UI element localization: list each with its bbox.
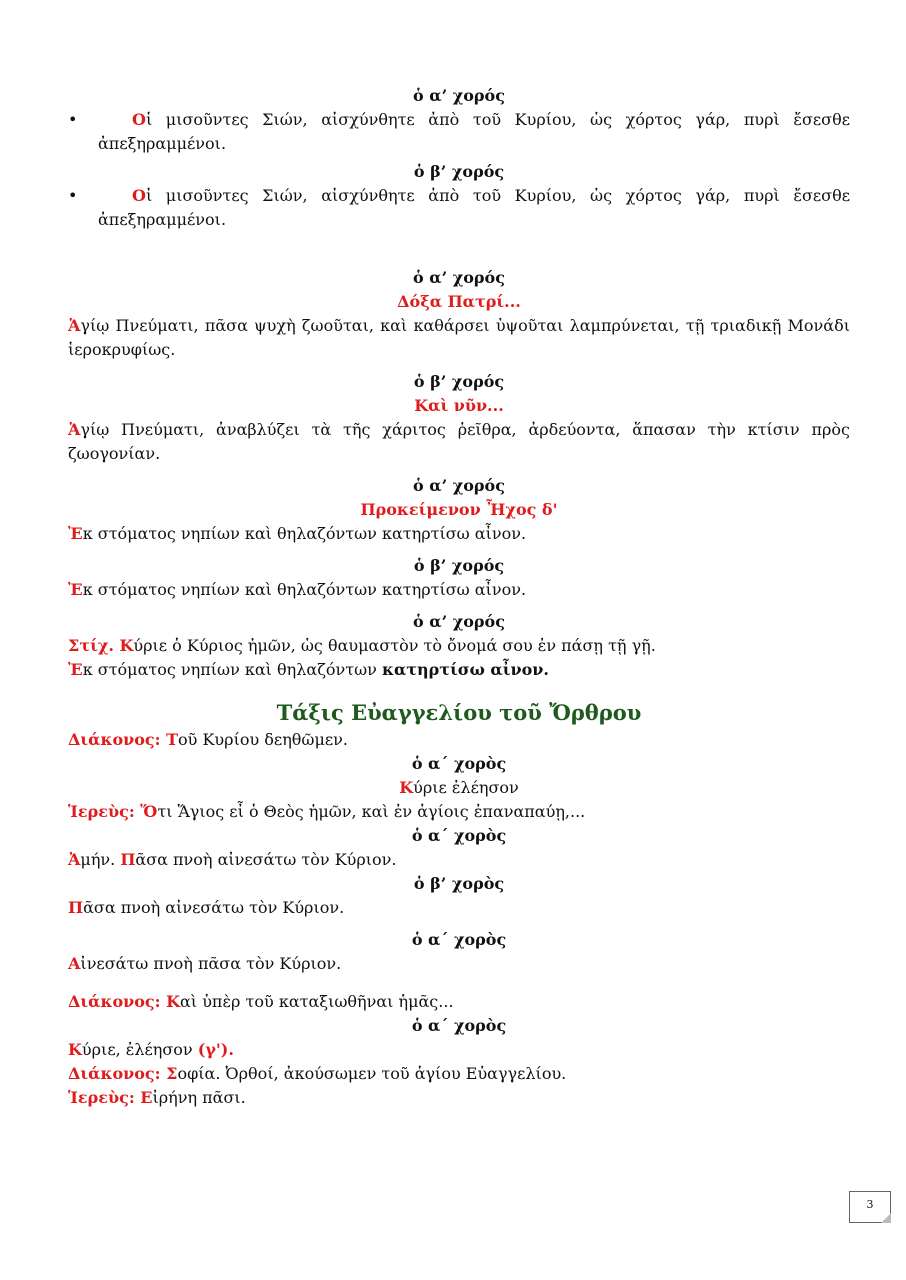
- drop-initial: Ἀ: [68, 850, 81, 869]
- pasa-line: Πᾶσα πνοὴ αἰνεσάτω τὸν Κύριον.: [68, 898, 345, 917]
- choir-b-heading: ὁ β’ χορός: [413, 556, 505, 575]
- stichos-verse: Στίχ. Κύριε ὁ Κύριος ἡμῶν, ὡς θαυμαστὸν τὸ ὄνομά σου ἐν πάσῃ τῇ γῇ.: [68, 636, 656, 655]
- doxa-heading: Δόξα Πατρί...: [397, 292, 521, 311]
- choir-b-heading: ὁ β’ χορός: [413, 372, 505, 391]
- bullet-dot-icon: •: [68, 110, 78, 129]
- section-title: Τάξις Εὐαγγελίου τοῦ Ὄρθρου: [276, 700, 642, 725]
- hymn-text: γίῳ Πνεύματι, πᾶσα ψυχὴ ζωοῦται, καὶ καθάρσει ὑψοῦται λαμπρύνεται, τῇ τριαδικῇ Μονάδι ἱεροκρυφίως.: [68, 316, 850, 359]
- choir-b-heading: ὁ β’ χορὸς: [413, 874, 505, 893]
- drop-initial: Π: [120, 850, 136, 869]
- deacon-label: Διάκονος:: [68, 992, 167, 1011]
- page-number-box: [849, 1191, 891, 1223]
- verse-text: ἱ μισοῦντες Σιών, αἰσχύνθητε ἀπὸ τοῦ Κυρίου, ὡς χόρτος γάρ, πυρὶ ἔσεσθε ἀπεξηραμμένοι.: [98, 110, 850, 153]
- deacon-line: Διάκονος: Σοφία. Ὀρθοί, ἀκούσωμεν τοῦ ἁγίου Εὐαγγελίου.: [68, 1064, 567, 1083]
- choir-a-heading: ὁ α’ χορός: [413, 476, 505, 495]
- deacon-label: Διάκονος:: [68, 730, 167, 749]
- verse-text: ἱ μισοῦντες Σιών, αἰσχύνθητε ἀπὸ τοῦ Κυρίου, ὡς χόρτος γάρ, πυρὶ ἔσεσθε ἀπεξηραμμένοι.: [98, 186, 850, 229]
- bullet-dot-icon: •: [68, 186, 78, 205]
- bullet-verse: [68, 108, 850, 156]
- drop-initial: Τ: [166, 730, 179, 749]
- bullet-verse: [68, 184, 850, 232]
- hymn-paragraph: [68, 314, 850, 362]
- prokeimenon-verse: Ἐκ στόματος νηπίων καὶ θηλαζόντων κατηρτίσω αἶνον.: [68, 660, 549, 679]
- drop-initial: Ἐ: [68, 660, 83, 679]
- stichos-label: Στίχ.: [68, 636, 120, 655]
- amin-line: Ἀμήν. Πᾶσα πνοὴ αἰνεσάτω τὸν Κύριον.: [68, 850, 397, 869]
- drop-initial: Σ: [166, 1064, 178, 1083]
- kyrie-line: Κύριε ἐλέησον: [399, 778, 519, 797]
- document-page: [68, 84, 850, 1110]
- choir-a-heading: ὁ α’ χορός: [413, 268, 505, 287]
- drop-initial: Ἁ: [68, 420, 81, 439]
- deacon-line: Διάκονος: Καὶ ὑπὲρ τοῦ καταξιωθῆναι ἡμᾶς...: [68, 992, 454, 1011]
- drop-initial: Κ: [166, 992, 181, 1011]
- choir-a-heading: ὁ α΄ χορὸς: [411, 930, 507, 949]
- deacon-label: Διάκονος:: [68, 1064, 167, 1083]
- kyrie-thrice-line: Κύριε, ἐλέησον (γ').: [68, 1040, 234, 1059]
- priest-line: Ἱερεὺς: Ὅτι Ἅγιος εἶ ὁ Θεὸς ἡμῶν, καὶ ἐν ἁγίοις ἐπαναπαύῃ,...: [68, 802, 586, 821]
- prokeimenon-heading: Προκείμενον Ἦχος δ': [360, 500, 558, 519]
- drop-initial: Ἁ: [68, 316, 81, 335]
- drop-initial: Ο: [132, 186, 146, 205]
- hymn-paragraph: [68, 418, 850, 466]
- drop-initial: Ε: [140, 1088, 153, 1107]
- kai-nyn-heading: Καὶ νῦν...: [414, 396, 504, 415]
- page-number: 3: [866, 1198, 874, 1211]
- choir-a-heading: ὁ α΄ χορὸς: [411, 826, 507, 845]
- drop-initial: Ἐ: [68, 524, 83, 543]
- drop-initial: Α: [68, 954, 81, 973]
- priest-label: Ἱερεὺς:: [68, 802, 141, 821]
- drop-initial: Κ: [68, 1040, 82, 1059]
- drop-initial: Π: [68, 898, 84, 917]
- prokeimenon-verse: Ἐκ στόματος νηπίων καὶ θηλαζόντων κατηρτίσω αἶνον.: [68, 524, 527, 543]
- ainesato-line: Αἰνεσάτω πνοὴ πᾶσα τὸν Κύριον.: [68, 954, 342, 973]
- drop-initial: Ὅ: [140, 802, 158, 821]
- drop-initial: Ἐ: [68, 580, 83, 599]
- choir-b-heading: ὁ β’ χορός: [413, 162, 505, 181]
- hymn-text: γίῳ Πνεύματι, ἀναβλύζει τὰ τῆς χάριτος ῥεῖθρα, ἀρδεύοντα, ἅπασαν τὴν κτίσιν πρὸς ζωογονίαν.: [68, 420, 850, 463]
- choir-a-heading: ὁ α’ χορός: [413, 612, 505, 631]
- choir-a-heading: ὁ α΄ χορὸς: [411, 754, 507, 773]
- drop-initial: Κ: [399, 778, 414, 797]
- drop-initial: Κ: [119, 636, 134, 655]
- deacon-line: Διάκονος: Τοῦ Κυρίου δεηθῶμεν.: [68, 730, 348, 749]
- priest-line: Ἱερεὺς: Εἰρήνη πᾶσι.: [68, 1088, 246, 1107]
- priest-label: Ἱερεὺς:: [68, 1088, 141, 1107]
- drop-initial: Ο: [132, 110, 146, 129]
- choir-a-heading: ὁ α΄ χορὸς: [411, 1016, 507, 1035]
- prokeimenon-verse: Ἐκ στόματος νηπίων καὶ θηλαζόντων κατηρτίσω αἶνον.: [68, 580, 527, 599]
- choir-a-heading: ὁ α’ χορός: [413, 86, 505, 105]
